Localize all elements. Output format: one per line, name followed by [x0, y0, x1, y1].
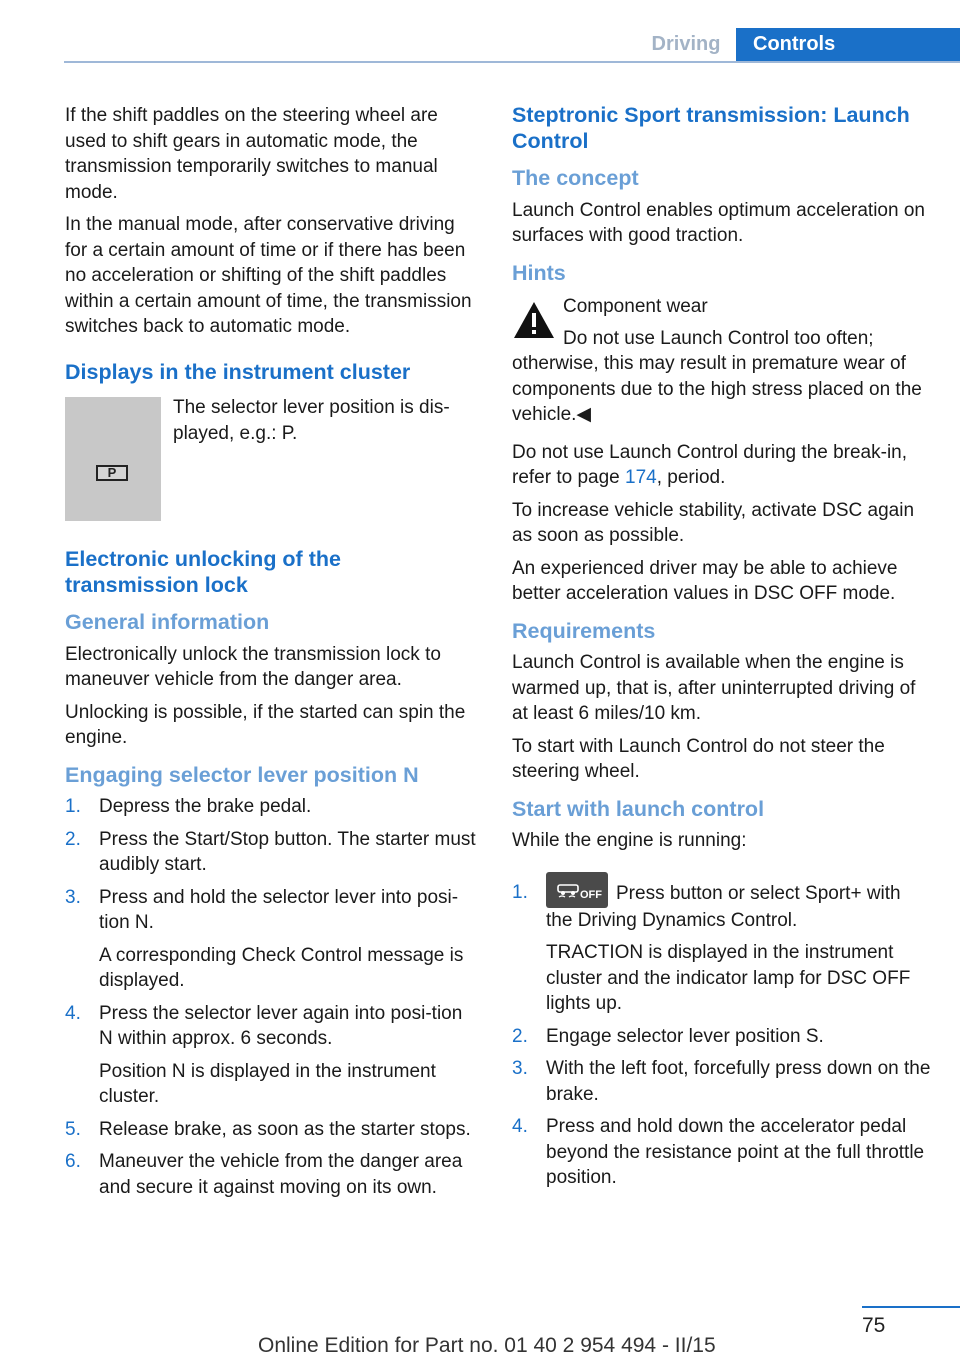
edition-footer: Online Edition for Part no. 01 40 2 954 494 - II/15 — [258, 1334, 716, 1357]
paragraph: To increase vehicle stability, activate DSC again as soon as possible. — [512, 499, 915, 546]
page-reference-link[interactable]: 174 — [625, 467, 657, 488]
step-number: 4. — [512, 1116, 528, 1137]
paragraph: While the engine is running: — [512, 830, 747, 851]
step-text: Maneuver the vehicle from the danger area and secure it against moving on its own. — [99, 1151, 463, 1198]
subheading-hints: Hints — [512, 260, 566, 285]
list-item — [512, 1114, 932, 1191]
step-subtext: A corresponding Check Control message is displayed. — [99, 944, 464, 991]
paragraph: The selector lever position is dis‐played, e.g.: P. — [173, 397, 450, 444]
subheading-general-information: General information — [65, 610, 270, 634]
list-item — [65, 1149, 480, 1200]
step-number: 2. — [65, 828, 81, 850]
step-text: Release brake, as soon as the starter stops. — [99, 1118, 471, 1140]
list-item — [65, 885, 480, 994]
step-text: Depress the brake pedal. — [99, 796, 312, 817]
subheading-requirements: Requirements — [512, 618, 656, 643]
park-indicator-icon: P — [96, 465, 128, 481]
list-item — [512, 1024, 932, 1050]
tab-driving[interactable]: Driving — [651, 33, 721, 55]
step-text: Press the Start/Stop button. The starter must audibly start. — [99, 828, 476, 875]
text-segment: , period. — [656, 467, 726, 488]
paragraph: If the shift paddles on the steering wheel are used to shift gears in automatic mode, the transmission temporarily switches to manual mode. — [65, 105, 438, 203]
step-number: 3. — [512, 1058, 528, 1079]
warning-line: Do not use Launch Control too often; — [563, 327, 874, 349]
step-subtext: Position N is displayed in the instrument cluster. — [99, 1060, 436, 1107]
paragraph — [512, 440, 932, 491]
left-column — [65, 103, 480, 1207]
subheading-start-launch-control: Start with launch control — [512, 796, 765, 821]
paragraph: Launch Control enables optimum acceleration on surfaces with good traction. — [512, 199, 925, 246]
step-subtext: TRACTION is displayed in the instrument cluster and the indicator lamp for DSC OFF lights up. — [546, 942, 911, 1014]
step-text: Press and hold down the accelerator pedal beyond the resistance point at the full throttle position. — [546, 1116, 925, 1188]
step-number: 3. — [65, 886, 81, 908]
right-column — [512, 103, 932, 1198]
step-number: 5. — [65, 1118, 81, 1140]
subheading-engaging-n: Engaging selector lever position N — [65, 762, 419, 787]
list-item — [512, 880, 932, 1017]
header-divider — [64, 61, 960, 63]
list-item — [65, 827, 480, 878]
warning-text: otherwise, this may result in premature wear of components due to the high stress placed on the vehicle.◀ — [512, 353, 922, 425]
warning-block — [512, 294, 932, 428]
page-number: 75 — [862, 1314, 886, 1337]
section-heading-displays: Displays in the instrument cluster — [65, 359, 411, 384]
step-number: 1. — [512, 881, 528, 903]
warning-title: Component wear — [563, 296, 708, 317]
selector-display-image — [65, 397, 161, 521]
step-text: Press button or select Sport+ with the Driving Dynamics Control. — [546, 882, 901, 931]
list-item — [65, 1001, 480, 1110]
section-heading-launch-control: Steptronic Sport transmission: Launch Control — [512, 103, 910, 153]
dsc-off-button-icon — [546, 872, 608, 908]
paragraph: An experienced driver may be able to achieve better acceleration values in DSC OFF mode. — [512, 557, 898, 604]
steps-list-launch — [512, 880, 932, 1191]
text-segment: Do not use Launch Control during the break-in, refer to page — [512, 441, 908, 488]
warning-triangle-icon — [512, 300, 556, 340]
list-item — [65, 1117, 480, 1143]
tab-controls[interactable]: Controls — [736, 28, 960, 61]
step-text: Press and hold the selector lever into posi‐tion N. — [99, 886, 459, 933]
step-number: 6. — [65, 1151, 81, 1172]
list-item — [65, 794, 480, 820]
step-number: 1. — [65, 796, 81, 817]
step-text: Engage selector lever position S. — [546, 1025, 824, 1047]
paragraph: To start with Launch Control do not steer the steering wheel. — [512, 735, 885, 782]
subheading-concept: The concept — [512, 166, 639, 190]
step-text: Press the selector lever again into posi‐tion N within approx. 6 seconds. — [99, 1002, 463, 1049]
section-heading-electronic-unlocking: Electronic unlocking of the transmission lock — [65, 547, 341, 597]
step-number: 4. — [65, 1002, 81, 1024]
list-item — [512, 1056, 932, 1107]
paragraph: Launch Control is available when the engine is warmed up, that is, after uninterrupted driving of at least 6 miles/10 km. — [512, 652, 916, 724]
dsc-off-label: OFF — [580, 888, 602, 901]
paragraph: Unlocking is possible, if the started can spin the engine. — [65, 701, 466, 748]
step-text: With the left foot, forcefully press down on the brake. — [546, 1058, 931, 1105]
steps-list-engaging — [65, 794, 480, 1200]
step-number: 2. — [512, 1025, 528, 1047]
page-number-rule — [862, 1306, 960, 1308]
paragraph: Electronically unlock the transmission lock to maneuver vehicle from the danger area. — [65, 643, 441, 690]
car-skid-icon — [555, 881, 581, 899]
paragraph: In the manual mode, after conservative driving for a certain amount of time or if there has been no acceleration or shifting of the shift paddles within a certain amount of time, the transmission switches back to automatic mode. — [65, 214, 472, 337]
display-figure — [65, 395, 480, 521]
